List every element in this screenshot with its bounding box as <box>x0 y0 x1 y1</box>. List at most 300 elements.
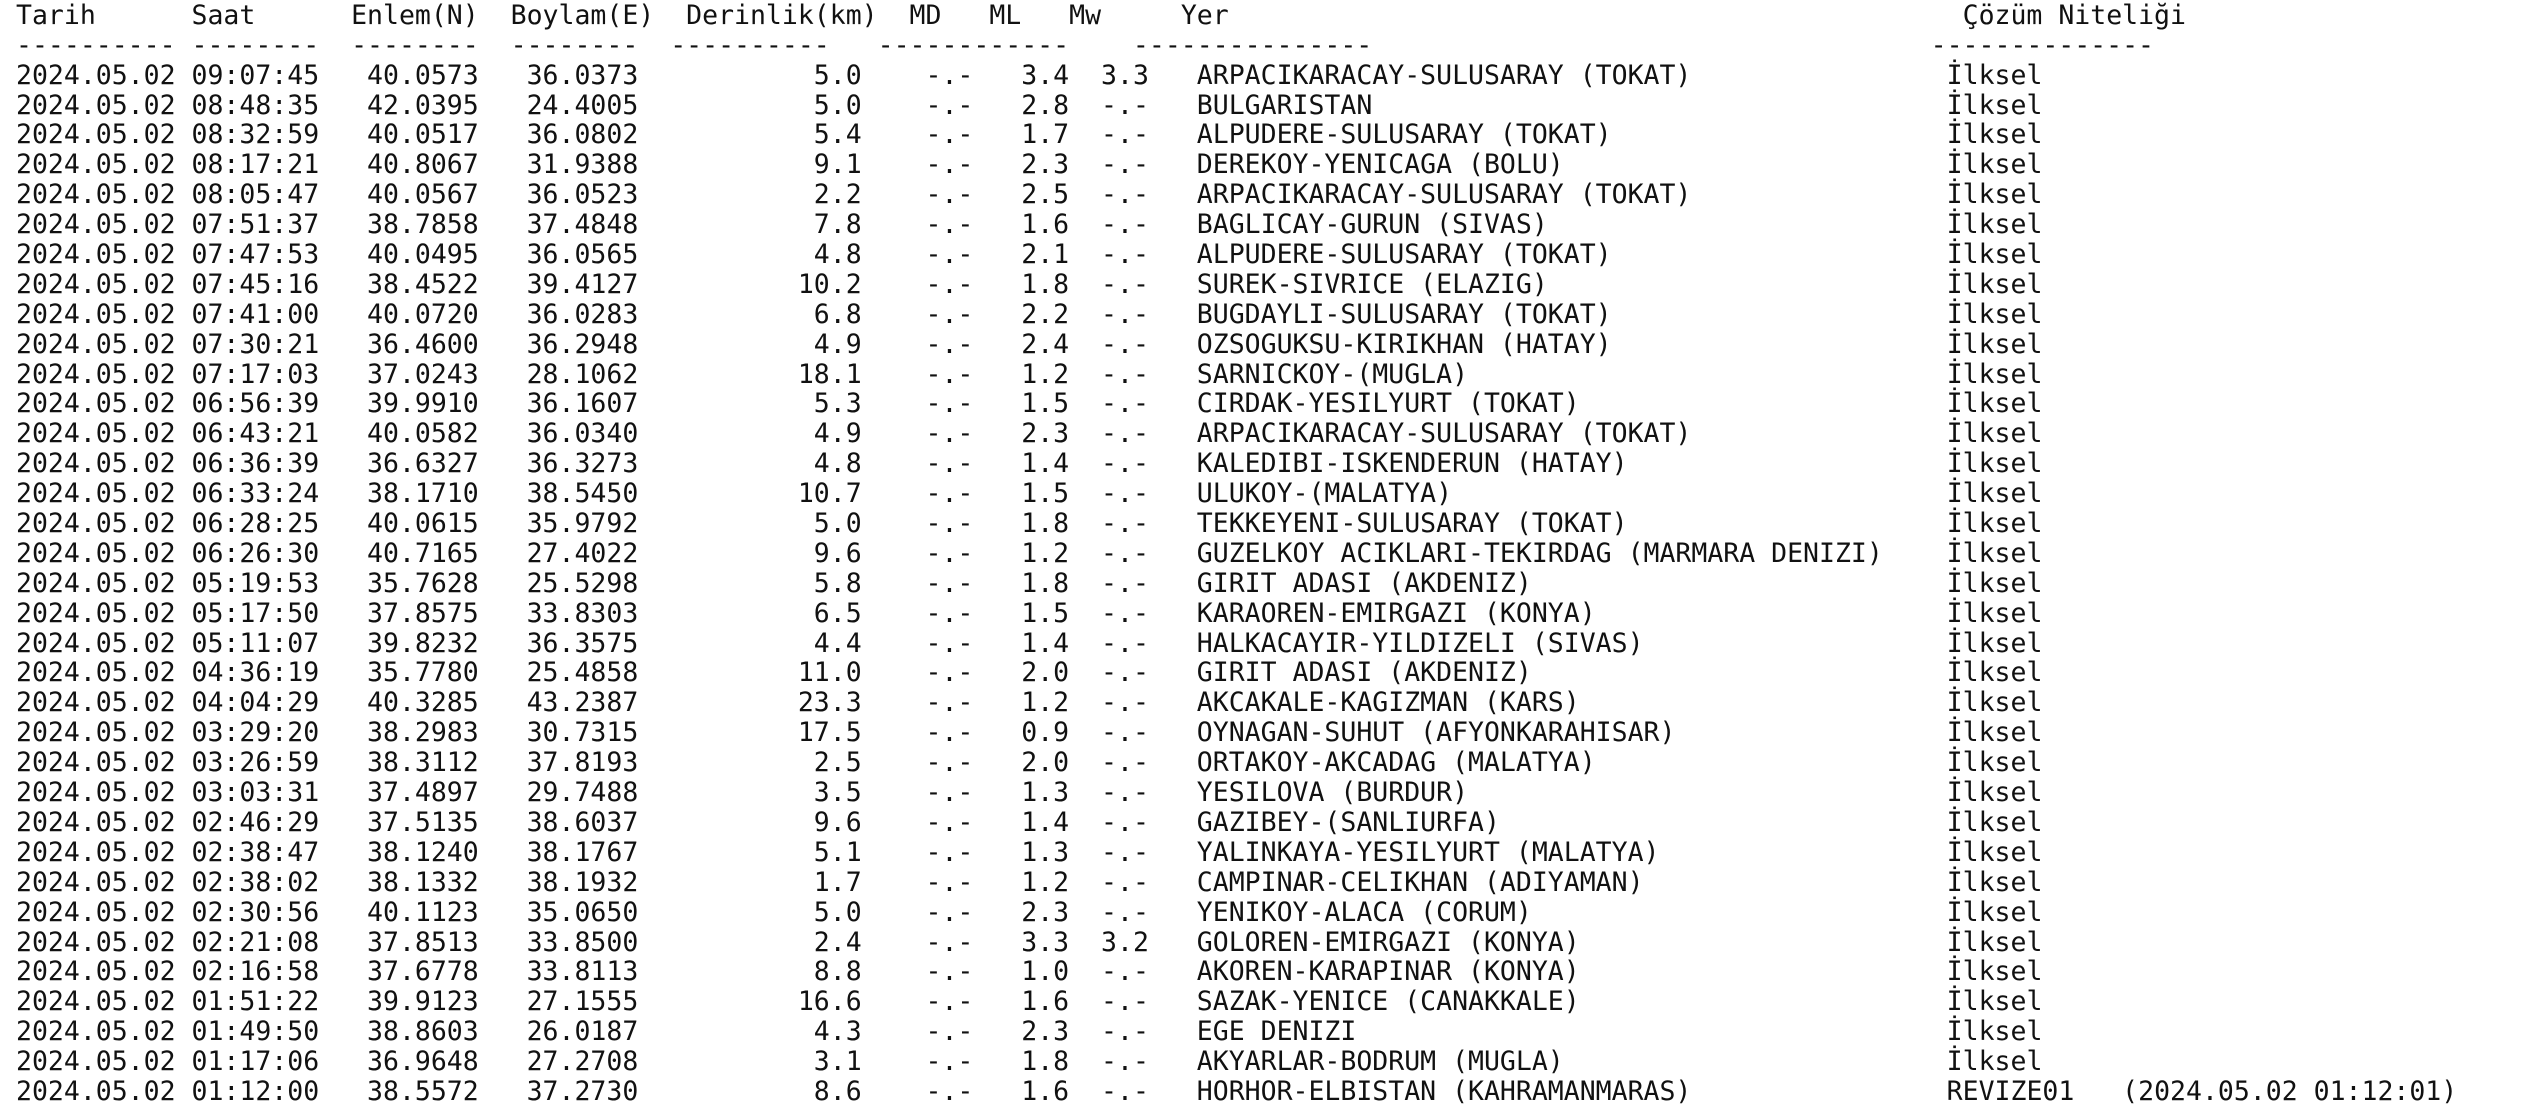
cell-derinlik: 4.3 <box>813 1016 862 1048</box>
cell-tarih: 2024.05.02 <box>16 866 176 898</box>
cell-boylam: 36.0565 <box>526 239 639 271</box>
cell-derinlik: 4.9 <box>813 418 862 450</box>
table-row <box>16 240 2457 270</box>
cell-tarih: 2024.05.02 <box>16 448 176 480</box>
cell-derinlik: 4.8 <box>813 239 862 271</box>
cell-tarih: 2024.05.02 <box>16 89 176 121</box>
cell-enlem: 37.8575 <box>367 597 479 629</box>
cell-md: -.- <box>925 777 974 809</box>
cell-saat: 02:38:47 <box>191 836 320 868</box>
cell-enlem: 40.7165 <box>367 537 479 569</box>
cell-cozum: İlksel <box>1946 149 2043 181</box>
cell-tarih: 2024.05.02 <box>16 747 176 779</box>
cell-md: -.- <box>925 657 974 689</box>
cell-derinlik: 10.7 <box>797 478 862 510</box>
cell-mw: -.- <box>1101 328 1149 360</box>
table-row <box>16 987 2457 1017</box>
cell-ml: 1.6 <box>1021 986 1070 1018</box>
cell-yer: ARPACIKARACAY-SULUSARAY (TOKAT) <box>1196 179 1692 211</box>
cell-yer: EGE DENIZI <box>1196 1016 1357 1048</box>
col-header-tarih: Tarih <box>16 0 96 31</box>
cell-derinlik: 10.2 <box>797 268 862 300</box>
cell-derinlik: 9.1 <box>813 149 862 181</box>
cell-enlem: 38.2983 <box>367 717 479 749</box>
cell-saat: 06:36:39 <box>191 448 320 480</box>
table-row <box>16 629 2457 659</box>
cell-md: -.- <box>925 448 974 480</box>
cell-saat: 03:03:31 <box>191 777 320 809</box>
cell-ml: 1.5 <box>1021 597 1070 629</box>
cell-tarih: 2024.05.02 <box>16 328 176 360</box>
cell-yer: ALPUDERE-SULUSARAY (TOKAT) <box>1196 239 1612 271</box>
cell-mw: -.- <box>1101 179 1149 211</box>
cell-saat: 07:47:53 <box>191 239 320 271</box>
cell-mw: -.- <box>1101 717 1149 749</box>
cell-derinlik: 4.8 <box>813 448 862 480</box>
cell-derinlik: 5.0 <box>813 896 862 928</box>
cell-boylam: 36.0283 <box>526 298 639 330</box>
cell-enlem: 37.5135 <box>367 806 479 838</box>
cell-enlem: 38.5572 <box>367 1075 479 1107</box>
cell-yer: CIRDAK-YESILYURT (TOKAT) <box>1196 388 1580 420</box>
cell-ml: 1.8 <box>1021 508 1070 540</box>
cell-derinlik: 8.6 <box>813 1075 862 1107</box>
cell-boylam: 35.9792 <box>526 508 639 540</box>
cell-boylam: 33.8303 <box>526 597 639 629</box>
cell-enlem: 38.1240 <box>367 836 479 868</box>
cell-md: -.- <box>925 358 974 390</box>
cell-derinlik: 4.9 <box>813 328 862 360</box>
cell-md: -.- <box>925 89 974 121</box>
table-row <box>16 210 2457 240</box>
cell-md: -.- <box>925 59 974 91</box>
cell-md: -.- <box>925 567 974 599</box>
cell-ml: 1.2 <box>1021 358 1070 390</box>
cell-boylam: 28.1062 <box>526 358 639 390</box>
cell-cozum: İlksel <box>1946 119 2043 151</box>
table-row <box>16 300 2457 330</box>
cell-saat: 01:49:50 <box>191 1016 320 1048</box>
table-row <box>16 957 2457 987</box>
cell-ml: 2.1 <box>1021 239 1070 271</box>
cell-derinlik: 5.3 <box>813 388 862 420</box>
cell-tarih: 2024.05.02 <box>16 956 176 988</box>
table-row <box>16 270 2457 300</box>
cell-tarih: 2024.05.02 <box>16 478 176 510</box>
cell-mw: -.- <box>1101 597 1149 629</box>
cell-enlem: 37.8513 <box>367 926 479 958</box>
table-row <box>16 1077 2457 1107</box>
cell-mw: -.- <box>1101 388 1149 420</box>
cell-derinlik: 11.0 <box>797 657 862 689</box>
table-row <box>16 1017 2457 1047</box>
cell-cozum: İlksel <box>1946 478 2043 510</box>
cell-cozum: İlksel <box>1946 777 2043 809</box>
cell-derinlik: 16.6 <box>797 986 862 1018</box>
cell-derinlik: 3.5 <box>813 777 862 809</box>
cell-derinlik: 7.8 <box>813 209 862 241</box>
cell-md: -.- <box>925 896 974 928</box>
cell-tarih: 2024.05.02 <box>16 239 176 271</box>
cell-saat: 08:17:21 <box>191 149 320 181</box>
cell-mw: -.- <box>1101 627 1149 659</box>
cell-mw: -.- <box>1101 508 1149 540</box>
cell-yer: OZSOGUKSU-KIRIKHAN (HATAY) <box>1196 328 1612 360</box>
cell-mw: -.- <box>1101 836 1149 868</box>
cell-ml: 1.7 <box>1021 119 1070 151</box>
cell-cozum: REVIZE01 (2024.05.02 01:12:01) <box>1946 1075 2458 1107</box>
table-row <box>16 91 2457 121</box>
cell-yer: ULUKOY-(MALATYA) <box>1196 478 1453 510</box>
cell-tarih: 2024.05.02 <box>16 508 176 540</box>
cell-ml: 1.0 <box>1021 956 1070 988</box>
cell-yer: ALPUDERE-SULUSARAY (TOKAT) <box>1196 119 1612 151</box>
cell-mw: -.- <box>1101 687 1149 719</box>
cell-enlem: 36.6327 <box>367 448 479 480</box>
table-row <box>16 898 2457 928</box>
cell-cozum: İlksel <box>1946 89 2043 121</box>
cell-saat: 02:30:56 <box>191 896 320 928</box>
cell-cozum: İlksel <box>1946 388 2043 420</box>
cell-tarih: 2024.05.02 <box>16 298 176 330</box>
cell-md: -.- <box>925 508 974 540</box>
cell-cozum: İlksel <box>1946 836 2043 868</box>
underline-boylam: -------- <box>510 29 639 61</box>
cell-mw: -.- <box>1101 89 1149 121</box>
cell-yer: YESILOVA (BURDUR) <box>1196 777 1469 809</box>
cell-md: -.- <box>925 866 974 898</box>
cell-md: -.- <box>925 1046 974 1078</box>
table-row <box>16 389 2457 419</box>
cell-ml: 1.3 <box>1021 836 1070 868</box>
cell-derinlik: 5.0 <box>813 508 862 540</box>
cell-boylam: 36.3273 <box>526 448 639 480</box>
cell-tarih: 2024.05.02 <box>16 717 176 749</box>
cell-tarih: 2024.05.02 <box>16 268 176 300</box>
cell-derinlik: 8.8 <box>813 956 862 988</box>
cell-mw: -.- <box>1101 448 1149 480</box>
cell-tarih: 2024.05.02 <box>16 777 176 809</box>
cell-mw: -.- <box>1101 866 1149 898</box>
underline-magnitude: ------------ <box>877 29 1070 61</box>
cell-boylam: 33.8500 <box>526 926 639 958</box>
cell-cozum: İlksel <box>1946 179 2043 211</box>
cell-mw: -.- <box>1101 537 1149 569</box>
cell-derinlik: 2.2 <box>813 179 862 211</box>
cell-yer: SARNICKOY-(MUGLA) <box>1196 358 1469 390</box>
cell-boylam: 25.4858 <box>526 657 639 689</box>
table-row <box>16 838 2457 868</box>
table-row <box>16 748 2457 778</box>
table-row <box>16 509 2457 539</box>
cell-boylam: 38.5450 <box>526 478 639 510</box>
cell-yer: GIRIT ADASI (AKDENIZ) <box>1196 567 1532 599</box>
cell-boylam: 31.9388 <box>526 149 639 181</box>
cell-enlem: 37.0243 <box>367 358 479 390</box>
cell-derinlik: 5.1 <box>813 836 862 868</box>
cell-md: -.- <box>925 717 974 749</box>
cell-boylam: 36.3575 <box>526 627 639 659</box>
cell-enlem: 38.1710 <box>367 478 479 510</box>
cell-yer: AKYARLAR-BODRUM (MUGLA) <box>1196 1046 1564 1078</box>
cell-derinlik: 5.0 <box>813 59 862 91</box>
cell-saat: 02:21:08 <box>191 926 320 958</box>
cell-tarih: 2024.05.02 <box>16 627 176 659</box>
cell-cozum: İlksel <box>1946 239 2043 271</box>
cell-boylam: 43.2387 <box>526 687 639 719</box>
cell-yer: KARAOREN-EMIRGAZI (KONYA) <box>1196 597 1596 629</box>
cell-ml: 2.3 <box>1021 418 1070 450</box>
table-row <box>16 180 2457 210</box>
cell-boylam: 37.2730 <box>526 1075 639 1107</box>
cell-tarih: 2024.05.02 <box>16 597 176 629</box>
cell-saat: 08:32:59 <box>191 119 320 151</box>
table-row <box>16 1047 2457 1077</box>
cell-boylam: 36.1607 <box>526 388 639 420</box>
cell-enlem: 40.8067 <box>367 149 479 181</box>
cell-saat: 08:48:35 <box>191 89 320 121</box>
cell-yer: YALINKAYA-YESILYURT (MALATYA) <box>1196 836 1660 868</box>
cell-boylam: 25.5298 <box>526 567 639 599</box>
cell-cozum: İlksel <box>1946 627 2043 659</box>
cell-derinlik: 6.8 <box>813 298 862 330</box>
cell-saat: 09:07:45 <box>191 59 320 91</box>
cell-ml: 1.5 <box>1021 388 1070 420</box>
cell-enlem: 40.0567 <box>367 179 479 211</box>
cell-mw: -.- <box>1101 239 1149 271</box>
col-header-boylam: Boylam(E) <box>510 0 655 31</box>
cell-md: -.- <box>925 478 974 510</box>
table-row <box>16 718 2457 748</box>
cell-mw: -.- <box>1101 747 1149 779</box>
cell-mw: -.- <box>1101 298 1149 330</box>
cell-md: -.- <box>925 806 974 838</box>
cell-md: -.- <box>925 537 974 569</box>
cell-enlem: 39.9123 <box>367 986 479 1018</box>
cell-boylam: 38.1932 <box>526 866 639 898</box>
table-row <box>16 539 2457 569</box>
cell-ml: 1.4 <box>1021 627 1070 659</box>
cell-mw: -.- <box>1101 986 1149 1018</box>
cell-mw: -.- <box>1101 896 1149 928</box>
cell-md: -.- <box>925 747 974 779</box>
table-row <box>16 808 2457 838</box>
cell-cozum: İlksel <box>1946 597 2043 629</box>
table-row <box>16 150 2457 180</box>
cell-ml: 1.8 <box>1021 567 1070 599</box>
cell-ml: 1.2 <box>1021 537 1070 569</box>
cell-derinlik: 5.4 <box>813 119 862 151</box>
cell-boylam: 36.0523 <box>526 179 639 211</box>
cell-cozum: İlksel <box>1946 956 2043 988</box>
cell-enlem: 39.8232 <box>367 627 479 659</box>
cell-cozum: İlksel <box>1946 298 2043 330</box>
cell-boylam: 27.1555 <box>526 986 639 1018</box>
cell-tarih: 2024.05.02 <box>16 1046 176 1078</box>
cell-boylam: 36.0373 <box>526 59 639 91</box>
cell-derinlik: 5.8 <box>813 567 862 599</box>
cell-yer: HORHOR-ELBISTAN (KAHRAMANMARAS) <box>1196 1075 1692 1107</box>
cell-boylam: 39.4127 <box>526 268 639 300</box>
cell-yer: ORTAKOY-AKCADAG (MALATYA) <box>1196 747 1596 779</box>
cell-enlem: 40.0517 <box>367 119 479 151</box>
cell-saat: 03:26:59 <box>191 747 320 779</box>
cell-ml: 3.4 <box>1021 59 1070 91</box>
cell-md: -.- <box>925 418 974 450</box>
cell-md: -.- <box>925 239 974 271</box>
col-header-enlem: Enlem(N) <box>351 0 479 31</box>
cell-enlem: 35.7780 <box>367 657 479 689</box>
table-row <box>16 569 2457 599</box>
cell-mw: -.- <box>1101 149 1149 181</box>
cell-saat: 08:05:47 <box>191 179 320 211</box>
cell-enlem: 38.8603 <box>367 1016 479 1048</box>
cell-derinlik: 18.1 <box>797 358 862 390</box>
cell-derinlik: 3.1 <box>813 1046 862 1078</box>
cell-saat: 06:33:24 <box>191 478 320 510</box>
cell-saat: 07:17:03 <box>191 358 320 390</box>
table-row <box>16 479 2457 509</box>
cell-derinlik: 2.4 <box>813 926 862 958</box>
header-line <box>16 1 2457 31</box>
cell-saat: 06:26:30 <box>191 537 320 569</box>
cell-tarih: 2024.05.02 <box>16 418 176 450</box>
cell-yer: TEKKEYENI-SULUSARAY (TOKAT) <box>1196 508 1628 540</box>
cell-tarih: 2024.05.02 <box>16 119 176 151</box>
cell-enlem: 37.4897 <box>367 777 479 809</box>
cell-md: -.- <box>925 149 974 181</box>
cell-boylam: 29.7488 <box>526 777 639 809</box>
cell-enlem: 36.9648 <box>367 1046 479 1078</box>
cell-tarih: 2024.05.02 <box>16 806 176 838</box>
underline-cozum: -------------- <box>1930 29 2155 61</box>
cell-yer: AKCAKALE-KAGIZMAN (KARS) <box>1196 687 1580 719</box>
cell-saat: 06:56:39 <box>191 388 320 420</box>
cell-saat: 01:51:22 <box>191 986 320 1018</box>
col-header-cozum: Çözüm Niteliği <box>1962 0 2186 31</box>
cell-boylam: 37.8193 <box>526 747 639 779</box>
cell-cozum: İlksel <box>1946 1016 2043 1048</box>
cell-cozum: İlksel <box>1946 448 2043 480</box>
cell-derinlik: 5.0 <box>813 89 862 121</box>
cell-boylam: 30.7315 <box>526 717 639 749</box>
cell-saat: 05:17:50 <box>191 597 320 629</box>
cell-ml: 2.3 <box>1021 896 1070 928</box>
cell-cozum: İlksel <box>1946 418 2043 450</box>
cell-ml: 2.0 <box>1021 657 1070 689</box>
cell-cozum: İlksel <box>1946 537 2043 569</box>
cell-cozum: İlksel <box>1946 268 2043 300</box>
cell-ml: 1.8 <box>1021 1046 1070 1078</box>
cell-yer: GOLOREN-EMIRGAZI (KONYA) <box>1196 926 1580 958</box>
cell-enlem: 38.3112 <box>367 747 479 779</box>
cell-boylam: 37.4848 <box>526 209 639 241</box>
cell-tarih: 2024.05.02 <box>16 388 176 420</box>
cell-ml: 0.9 <box>1021 717 1070 749</box>
cell-tarih: 2024.05.02 <box>16 836 176 868</box>
cell-enlem: 36.4600 <box>367 328 479 360</box>
table-row <box>16 928 2457 958</box>
cell-cozum: İlksel <box>1946 358 2043 390</box>
cell-saat: 04:04:29 <box>191 687 320 719</box>
cell-derinlik: 23.3 <box>797 687 862 719</box>
col-header-md: MD <box>909 0 942 31</box>
cell-md: -.- <box>925 627 974 659</box>
cell-tarih: 2024.05.02 <box>16 986 176 1018</box>
cell-boylam: 36.0340 <box>526 418 639 450</box>
cell-tarih: 2024.05.02 <box>16 1016 176 1048</box>
header-underline <box>16 31 2457 61</box>
cell-tarih: 2024.05.02 <box>16 896 176 928</box>
cell-tarih: 2024.05.02 <box>16 657 176 689</box>
cell-yer: AKOREN-KARAPINAR (KONYA) <box>1196 956 1580 988</box>
cell-tarih: 2024.05.02 <box>16 1075 176 1107</box>
cell-yer: YENIKOY-ALACA (CORUM) <box>1196 896 1532 928</box>
cell-cozum: İlksel <box>1946 747 2043 779</box>
cell-tarih: 2024.05.02 <box>16 149 176 181</box>
table-row <box>16 330 2457 360</box>
cell-ml: 2.0 <box>1021 747 1070 779</box>
cell-ml: 2.4 <box>1021 328 1070 360</box>
cell-boylam: 35.0650 <box>526 896 639 928</box>
cell-saat: 07:51:37 <box>191 209 320 241</box>
cell-saat: 07:45:16 <box>191 268 320 300</box>
col-header-yer: Yer <box>1180 0 1229 31</box>
underline-saat: -------- <box>191 29 320 61</box>
underline-tarih: ---------- <box>16 29 176 61</box>
cell-saat: 06:43:21 <box>191 418 320 450</box>
cell-cozum: İlksel <box>1946 866 2043 898</box>
cell-enlem: 37.6778 <box>367 956 479 988</box>
cell-ml: 1.2 <box>1021 687 1070 719</box>
cell-md: -.- <box>925 836 974 868</box>
table-row <box>16 120 2457 150</box>
table-row <box>16 61 2457 91</box>
cell-ml: 1.4 <box>1021 806 1070 838</box>
cell-tarih: 2024.05.02 <box>16 179 176 211</box>
cell-saat: 04:36:19 <box>191 657 320 689</box>
underline-enlem: -------- <box>351 29 479 61</box>
col-header-derinlik: Derinlik(km) <box>686 0 878 31</box>
cell-boylam: 36.0802 <box>526 119 639 151</box>
cell-tarih: 2024.05.02 <box>16 358 176 390</box>
cell-mw: -.- <box>1101 209 1149 241</box>
cell-boylam: 27.2708 <box>526 1046 639 1078</box>
cell-mw: -.- <box>1101 1016 1149 1048</box>
cell-yer: ARPACIKARACAY-SULUSARAY (TOKAT) <box>1196 418 1692 450</box>
cell-yer: GUZELKOY ACIKLARI-TEKIRDAG (MARMARA DENIZI) <box>1196 537 1883 569</box>
cell-saat: 05:11:07 <box>191 627 320 659</box>
cell-md: -.- <box>925 328 974 360</box>
table-row <box>16 688 2457 718</box>
table-row <box>16 778 2457 808</box>
cell-yer: BAGLICAY-GURUN (SIVAS) <box>1196 209 1548 241</box>
col-header-ml: ML <box>989 0 1022 31</box>
cell-md: -.- <box>925 388 974 420</box>
cell-saat: 07:41:00 <box>191 298 320 330</box>
cell-mw: -.- <box>1101 1046 1149 1078</box>
cell-cozum: İlksel <box>1946 59 2043 91</box>
cell-saat: 02:46:29 <box>191 806 320 838</box>
cell-tarih: 2024.05.02 <box>16 59 176 91</box>
cell-cozum: İlksel <box>1946 209 2043 241</box>
cell-yer: CAMPINAR-CELIKHAN (ADIYAMAN) <box>1196 866 1644 898</box>
cell-md: -.- <box>925 209 974 241</box>
cell-mw: -.- <box>1101 567 1149 599</box>
cell-saat: 01:12:00 <box>191 1075 320 1107</box>
cell-md: -.- <box>925 179 974 211</box>
cell-ml: 3.3 <box>1021 926 1070 958</box>
